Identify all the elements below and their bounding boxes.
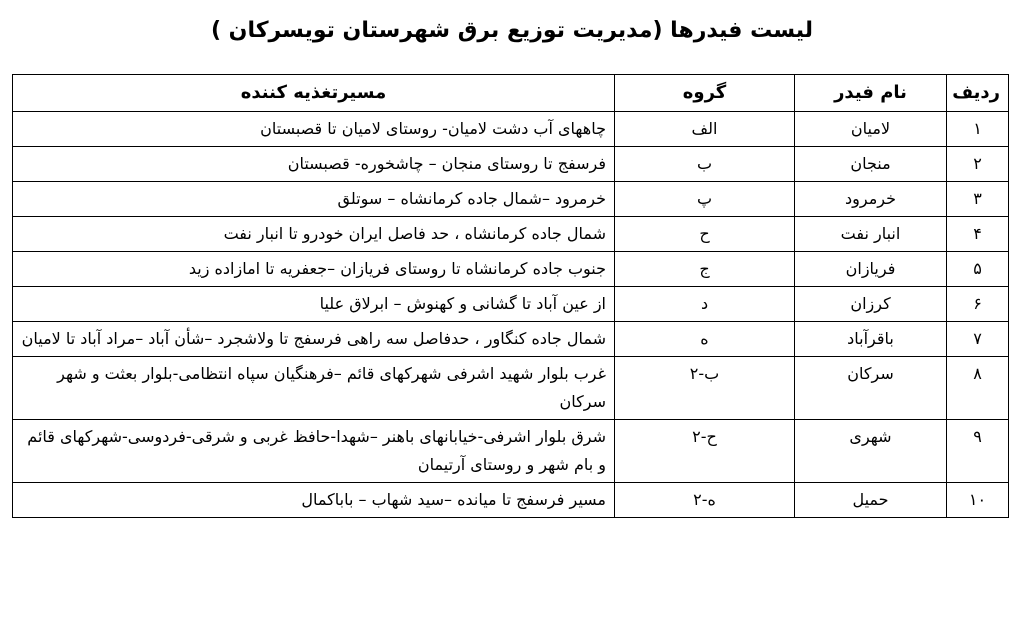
cell-group: ج: [615, 252, 795, 287]
cell-row-number: ۱۰: [947, 483, 1009, 518]
table-row: [13, 287, 1009, 322]
header-group: گروه: [615, 75, 795, 112]
cell-row-number: ۶: [947, 287, 1009, 322]
table-body: [13, 112, 1009, 518]
cell-row-number: ۷: [947, 322, 1009, 357]
table-row: [13, 182, 1009, 217]
cell-row-number: ۳: [947, 182, 1009, 217]
table-row: [13, 112, 1009, 147]
cell-feeder-name: خرمرود: [795, 182, 947, 217]
cell-row-number: ۸: [947, 357, 1009, 420]
table-header-row: [13, 75, 1009, 112]
table-row: [13, 252, 1009, 287]
cell-feeder-name: کرزان: [795, 287, 947, 322]
cell-route: جنوب جاده کرمانشاه تا روستای فریازان –جعفریه تا امازاده زید: [13, 252, 615, 287]
cell-feeder-name: لامیان: [795, 112, 947, 147]
cell-route: چاههای آب دشت لامیان- روستای لامیان تا قصبستان: [13, 112, 615, 147]
table-row: [13, 147, 1009, 182]
table-row: [13, 322, 1009, 357]
cell-route: فرسفج تا روستای منجان – چاشخوره- قصبستان: [13, 147, 615, 182]
cell-route: خرمرود –شمال جاده کرمانشاه – سوتلق: [13, 182, 615, 217]
table-row: [13, 357, 1009, 420]
table-row: [13, 217, 1009, 252]
table-row: [13, 483, 1009, 518]
cell-route: شمال جاده کرمانشاه ، حد فاصل ایران خودرو تا انبار نفت: [13, 217, 615, 252]
cell-group: ب: [615, 147, 795, 182]
cell-row-number: ۱: [947, 112, 1009, 147]
cell-feeder-name: سرکان: [795, 357, 947, 420]
cell-group: د: [615, 287, 795, 322]
header-row-number: ردیف: [947, 75, 1009, 112]
cell-group: پ: [615, 182, 795, 217]
cell-group: ب-۲: [615, 357, 795, 420]
cell-row-number: ۲: [947, 147, 1009, 182]
cell-group: الف: [615, 112, 795, 147]
cell-group: ح-۲: [615, 420, 795, 483]
cell-group: ه-۲: [615, 483, 795, 518]
cell-feeder-name: شهری: [795, 420, 947, 483]
header-feeder-name: نام فیدر: [795, 75, 947, 112]
cell-route: مسیر فرسفج تا میانده –سید شهاب – باباکمال: [13, 483, 615, 518]
cell-route: شرق بلوار اشرفی-خیابانهای باهنر –شهدا-حافظ غربی و شرقی-فردوسی-شهرکهای قائم و بام شهر و روستای آرتیمان: [13, 420, 615, 483]
cell-row-number: ۹: [947, 420, 1009, 483]
header-route: مسیرتغذیه کننده: [13, 75, 615, 112]
cell-group: ح: [615, 217, 795, 252]
cell-row-number: ۵: [947, 252, 1009, 287]
page-title: لیست فیدرها (مدیریت توزیع برق شهرستان تویسرکان ): [210, 18, 814, 43]
cell-feeder-name: حمیل: [795, 483, 947, 518]
cell-route: شمال جاده کنگاور ، حدفاصل سه راهی فرسفج تا ولاشجرد –شأن آباد –مراد آباد تا لامیان: [13, 322, 615, 357]
cell-feeder-name: منجان: [795, 147, 947, 182]
table-row: [13, 420, 1009, 483]
cell-route: از عین آباد تا گشانی و کهنوش – ابرلاق علیا: [13, 287, 615, 322]
cell-row-number: ۴: [947, 217, 1009, 252]
cell-group: ه: [615, 322, 795, 357]
cell-feeder-name: فریازان: [795, 252, 947, 287]
cell-feeder-name: انبار نفت: [795, 217, 947, 252]
cell-route: غرب بلوار شهید اشرفی شهرکهای قائم –فرهنگیان سپاه انتظامی-بلوار بعثت و شهر سرکان: [13, 357, 615, 420]
cell-feeder-name: باقرآباد: [795, 322, 947, 357]
feeders-table: [12, 74, 1009, 518]
